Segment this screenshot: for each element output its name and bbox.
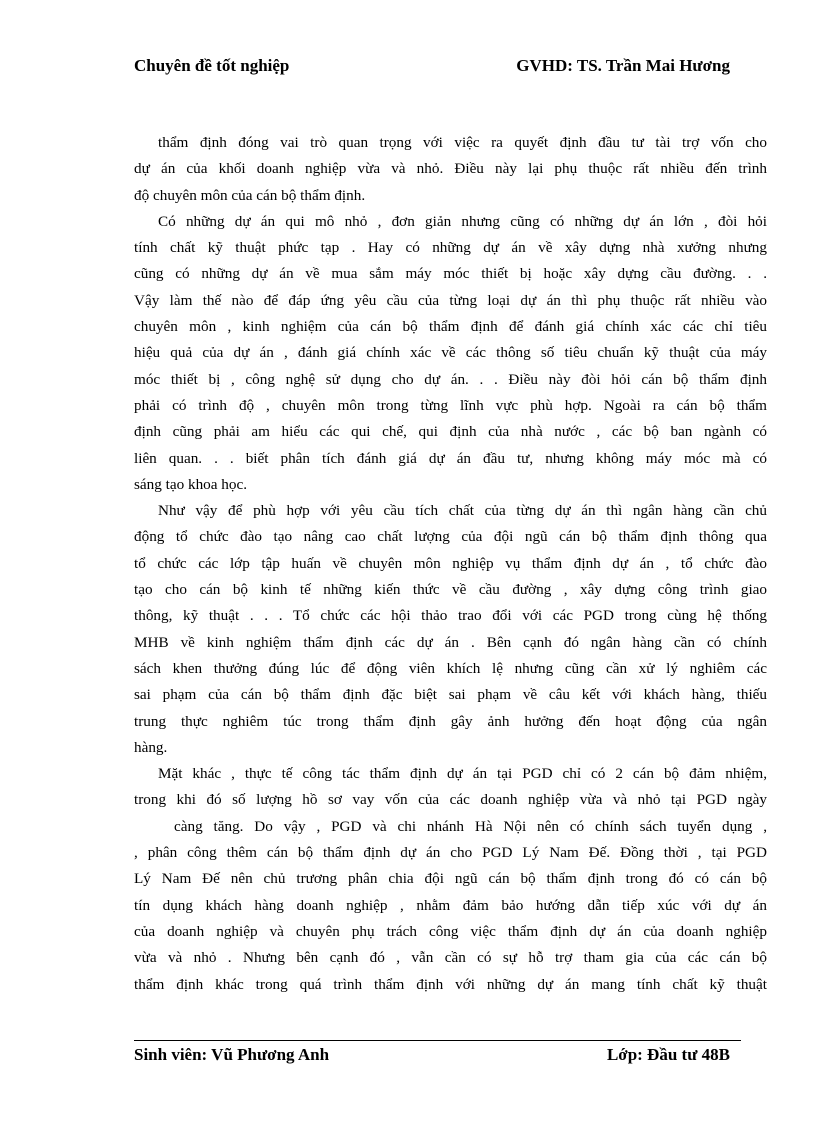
text-line: sai phạm của cán bộ thẩm định đặc biệt sai phạm về câu kết với khách hàng, thiếu xyxy=(134,686,767,704)
text-line: càng tăng. Do vậy , PGD và chi nhánh Hà Nội nên có chính sách tuyển dụng , xyxy=(174,817,767,835)
body-text xyxy=(134,130,767,998)
text-line: hiệu quả của dự án , đánh giá chính xác về các thông số tiêu chuẩn kỹ thuật của máy xyxy=(134,344,767,362)
text-line: trung thực nghiêm túc trong thẩm định gây ảnh hưởng đến hoạt động của ngân xyxy=(134,712,767,730)
text-line: tín dụng khách hàng doanh nghiệp , nhằm đảm bảo hướng dẫn tiếp xúc với dự án xyxy=(134,896,767,914)
text-line: Vậy làm thế nào để đáp ứng yêu cầu của từng loại dự án thì phụ thuộc rất nhiều vào xyxy=(134,291,767,309)
text-line: , phân công thêm cán bộ thẩm định dự án cho PGD Lý Nam Đế. Đồng thời , tại PGD xyxy=(134,844,767,862)
text-line: liên quan. . . biết phân tích đánh giá dự án đầu tư, nhưng không máy móc mà có xyxy=(134,449,767,467)
header-document-type: Chuyên đề tốt nghiệp xyxy=(134,56,290,75)
text-line: độ chuyên môn của cán bộ thẩm định. xyxy=(134,186,366,204)
text-line: sáng tạo khoa học. xyxy=(134,475,248,493)
text-line: trong khi đó số lượng hồ sơ vay vốn của các doanh nghiệp vừa và nhỏ tại PGD ngày xyxy=(134,791,767,809)
footer-student-name: Sinh viên: Vũ Phương Anh xyxy=(134,1045,330,1064)
footer-class: Lớp: Đầu tư 48B xyxy=(606,1045,730,1064)
text-line: định cũng phải am hiểu các qui chế, qui định của nhà nước , các bộ ban ngành có xyxy=(134,423,767,441)
text-line: phải có trình độ , chuyên môn trong từng lĩnh vực phù hợp. Ngoài ra cán bộ thẩm xyxy=(134,396,767,414)
text-line: động tổ chức đào tạo nâng cao chất lượng của đội ngũ cán bộ thẩm định thông qua xyxy=(134,528,767,546)
text-line: dự án của khối doanh nghiệp vừa và nhỏ. Điều này lại phụ thuộc rất nhiều đến trình xyxy=(134,160,767,178)
text-line: cũng có những dự án về mua sắm máy móc thiết bị hoặc xây dựng cầu đường. . . xyxy=(134,265,767,283)
text-line: móc thiết bị , công nghệ sử dụng cho dự án. . . Điều này đòi hỏi cán bộ thẩm định xyxy=(134,370,767,388)
text-line: hàng. xyxy=(134,738,168,756)
text-line: Có những dự án qui mô nhỏ , đơn giản nhưng cũng có những dự án lớn , đòi hỏi xyxy=(158,212,767,230)
text-line: chuyên môn , kinh nghiệm của cán bộ thẩm định để đánh giá chính xác các chỉ tiêu xyxy=(134,318,767,336)
text-line: vừa và nhỏ . Nhưng bên cạnh đó , vẫn cần có sự hỗ trợ tham gia của các cán bộ xyxy=(134,949,767,967)
text-line: thẩm định đóng vai trò quan trọng với việc ra quyết định đầu tư tài trợ vốn cho xyxy=(158,134,767,151)
header-advisor: GVHD: TS. Trần Mai Hương xyxy=(516,56,730,75)
page-header xyxy=(134,56,730,80)
text-line: Lý Nam Đế nên chủ trương phân chia đội ngũ cán bộ thẩm định trong đó có cán bộ xyxy=(134,870,767,888)
text-line: sách khen thưởng đúng lúc để động viên khích lệ nhưng cũng cần xử lý nghiêm các xyxy=(134,659,767,677)
footer-divider xyxy=(134,1040,741,1041)
text-line: của doanh nghiệp và chuyên phụ trách công việc thẩm định dự án của doanh nghiệp xyxy=(134,922,767,940)
text-line: thông, kỹ thuật . . . Tổ chức các hội thảo trao đổi với các PGD trong cùng hệ thống xyxy=(134,607,767,625)
text-line: MHB về kinh nghiệm thẩm định các dự án . Bên cạnh đó ngân hàng cần có chính xyxy=(134,633,767,651)
page-footer xyxy=(134,1045,730,1069)
text-line: tính chất kỹ thuật phức tạp . Hay có những dự án về xây dựng nhà xưởng nhưng xyxy=(134,239,767,257)
text-line: Mặt khác , thực tế công tác thẩm định dự án tại PGD chỉ có 2 cán bộ đảm nhiệm, xyxy=(158,765,767,783)
text-line: tạo cho cán bộ kinh tế những kiến thức về cầu đường , xây dựng công trình giao xyxy=(134,581,767,599)
text-line: tổ chức các lớp tập huấn về chuyên môn nghiệp vụ thẩm định dự án , tổ chức đào xyxy=(134,554,767,572)
text-line: Như vậy để phù hợp với yêu cầu tích chất của từng dự án thì ngân hàng cần chủ xyxy=(158,502,767,520)
text-line: thẩm định khác trong quá trình thẩm định với những dự án mang tính chất kỹ thuật xyxy=(134,975,767,993)
